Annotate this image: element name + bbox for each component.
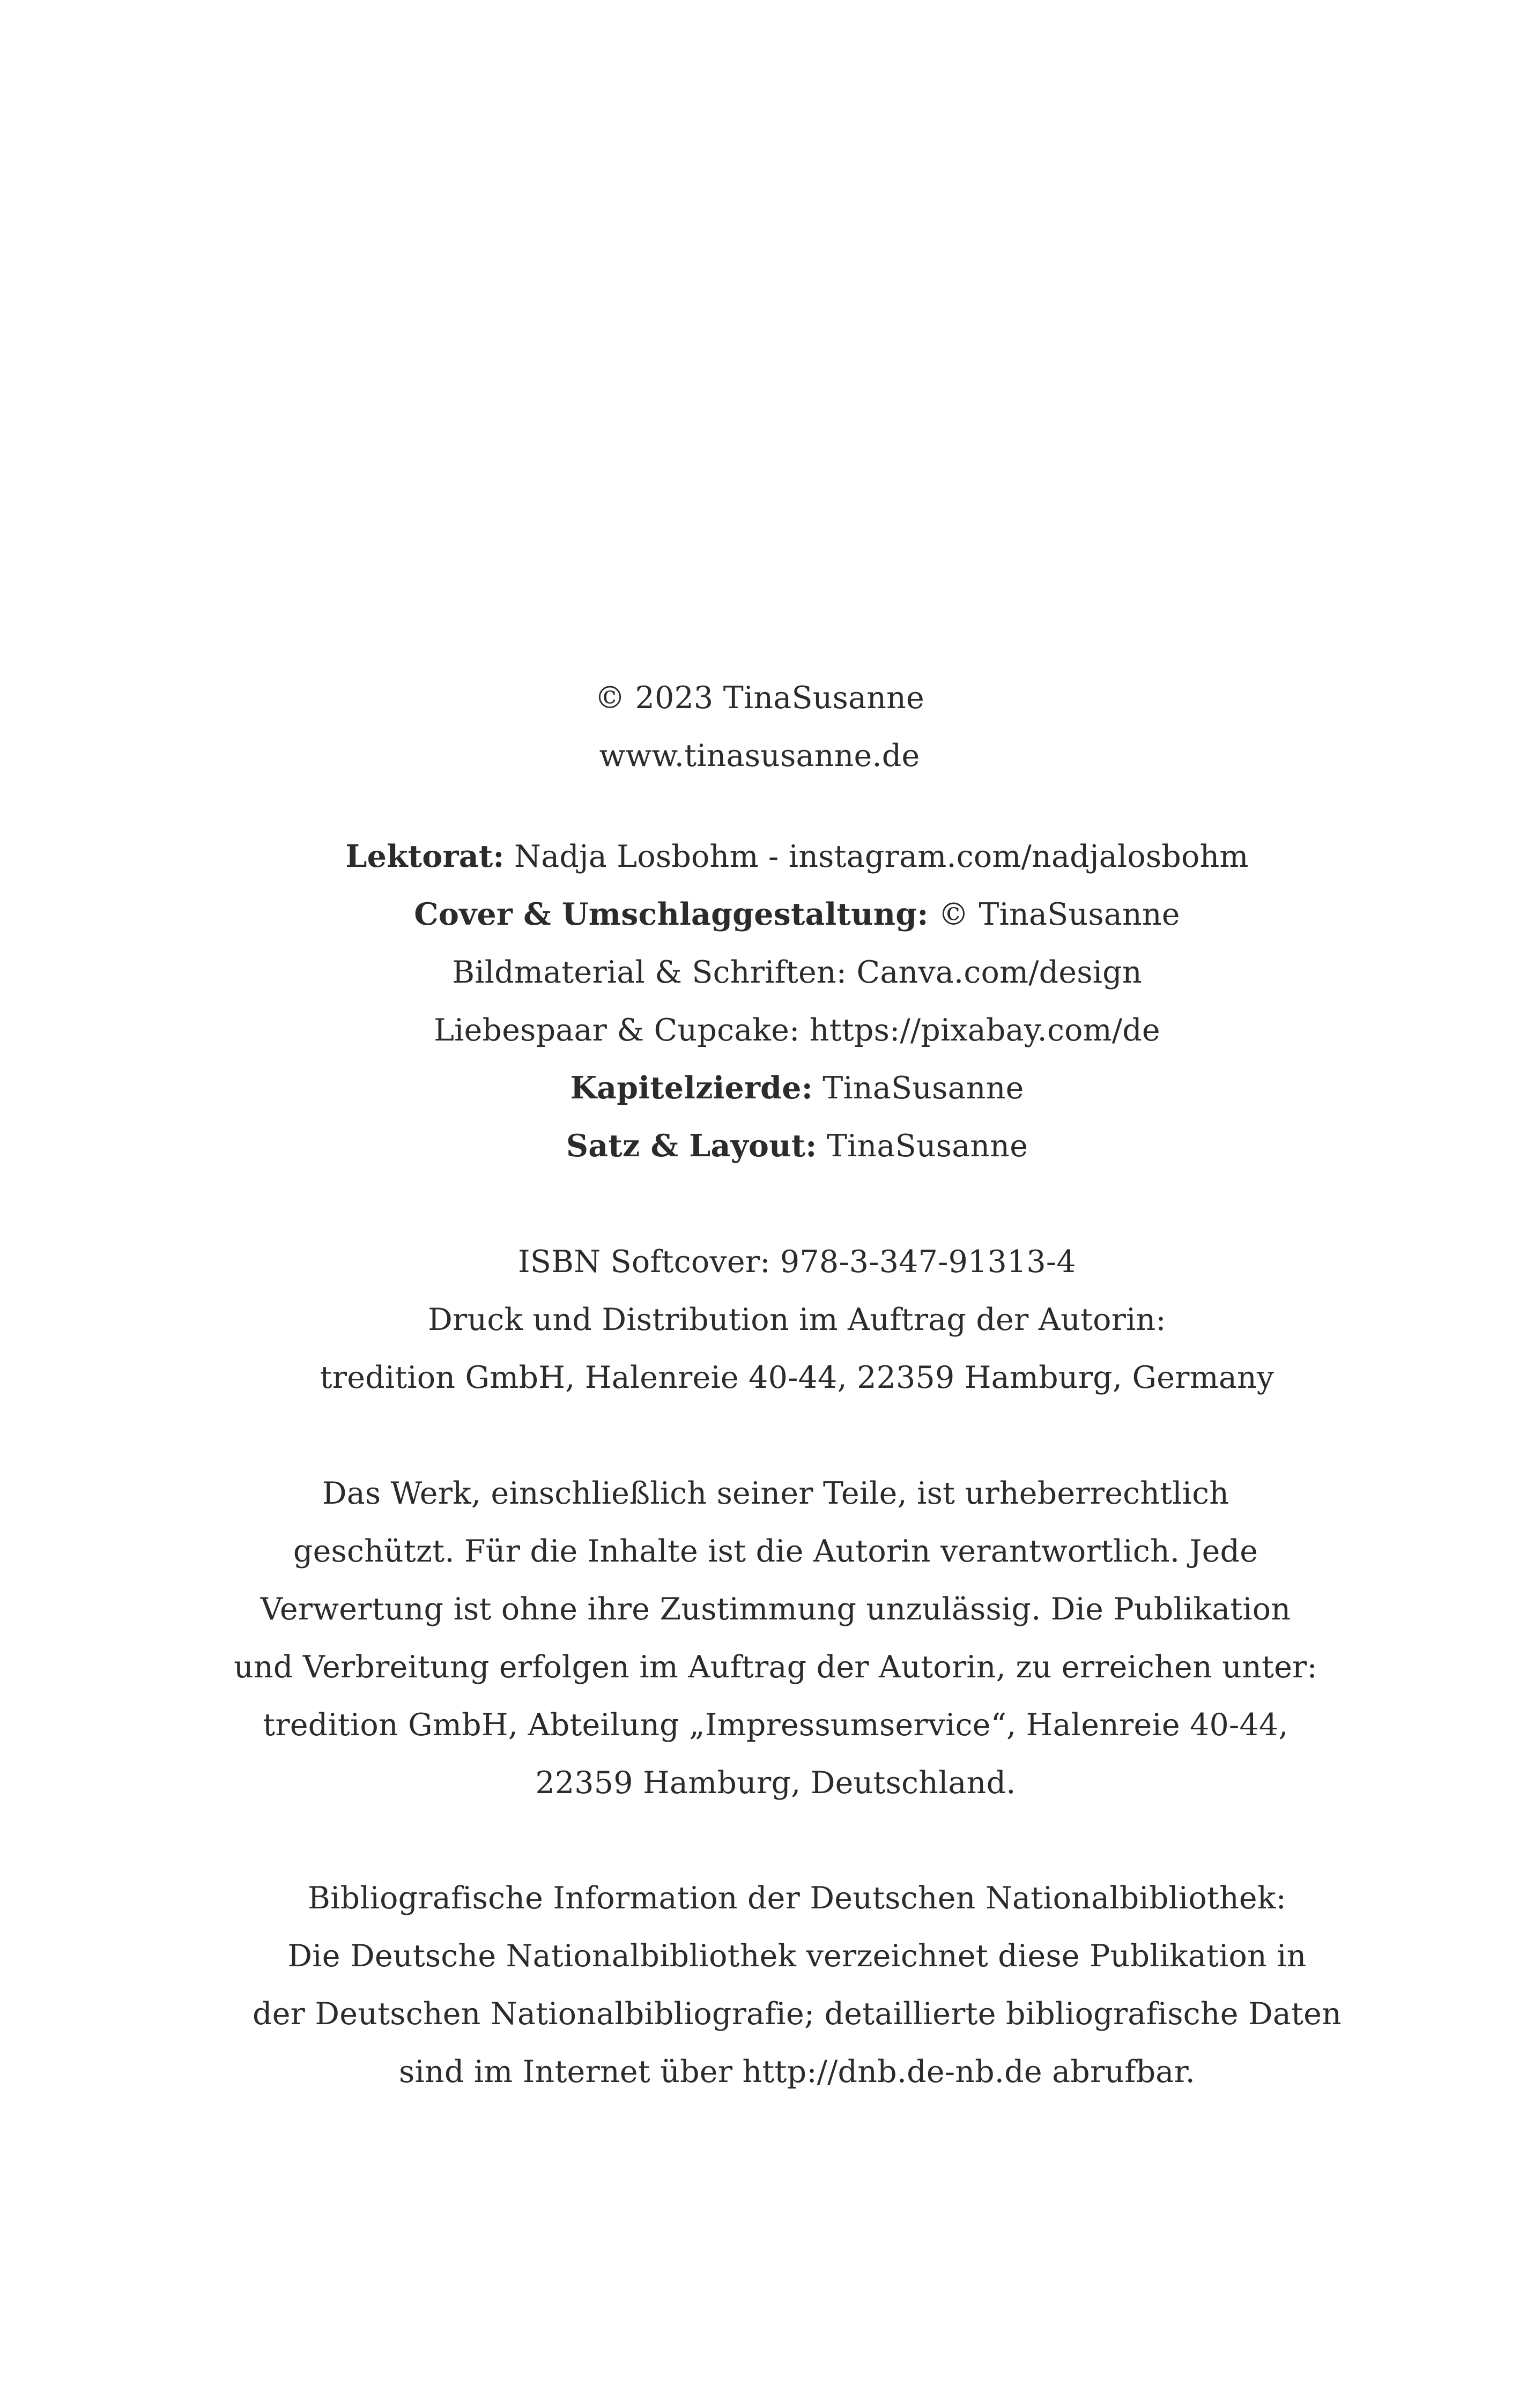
liebespaar-line: Liebespaar & Cupcake: https://pixabay.com/de [434, 1013, 1160, 1048]
kapitelzierde-line [38, 1059, 1519, 1117]
cover-line [38, 886, 1519, 943]
satz-label: Satz & Layout: [566, 1128, 817, 1164]
legal-line: Verwertung ist ohne ihre Zustimmung unzulässig. Die Publikation [260, 1592, 1291, 1627]
isbn-line: ISBN Softcover: 978-3-347-91313-4 [518, 1244, 1076, 1280]
legal-notice-block [16, 1465, 1519, 1812]
bibliography-block [38, 1869, 1519, 2101]
bibliography-line: Bibliografische Information der Deutschen Nationalbibliothek: [308, 1881, 1286, 1916]
legal-line: geschützt. Für die Inhalte ist die Autorin verantwortlich. Jede [293, 1534, 1258, 1569]
website-line: www.tinasusanne.de [599, 738, 920, 774]
copyright-line: © 2023 TinaSusanne [595, 680, 924, 716]
lektorat-label: Lektorat: [345, 838, 505, 874]
cover-label: Cover & Umschlaggestaltung: [414, 896, 929, 932]
legal-line: und Verbreitung erfolgen im Auftrag der Autorin, zu erreichen unter: [234, 1649, 1317, 1685]
bibliography-line: der Deutschen Nationalbibliografie; detaillierte bibliografische Daten [253, 1996, 1342, 2032]
legal-line: 22359 Hamburg, Deutschland. [535, 1765, 1016, 1801]
cover-value: © TinaSusanne [928, 897, 1180, 932]
druck-line: Druck und Distribution im Auftrag der Autorin: [428, 1302, 1166, 1337]
copyright-block [0, 669, 1519, 785]
lektorat-line [38, 828, 1519, 886]
satz-value: TinaSusanne [817, 1128, 1028, 1164]
bildmaterial-line: Bildmaterial & Schriften: Canva.com/design [452, 955, 1142, 990]
kapitelzierde-value: TinaSusanne [812, 1071, 1024, 1106]
bibliography-line: Die Deutsche Nationalbibliothek verzeichnet diese Publikation in [287, 1938, 1307, 1974]
publisher-address-line: tredition GmbH, Halenreie 40-44, 22359 Hamburg, Germany [320, 1360, 1275, 1395]
kapitelzierde-label: Kapitelzierde: [570, 1070, 813, 1106]
satz-line [38, 1117, 1519, 1175]
legal-line: tredition GmbH, Abteilung „Impressumservice“, Halenreie 40-44, [263, 1707, 1288, 1743]
legal-line: Das Werk, einschließlich seiner Teile, ist urheberrechtlich [322, 1476, 1229, 1511]
credits-block [38, 828, 1519, 1175]
publishing-block [38, 1233, 1519, 1407]
lektorat-value: Nadja Losbohm - instagram.com/nadjalosbohm [504, 839, 1249, 874]
bibliography-line: sind im Internet über http://dnb.de-nb.de abrufbar. [399, 2054, 1195, 2090]
